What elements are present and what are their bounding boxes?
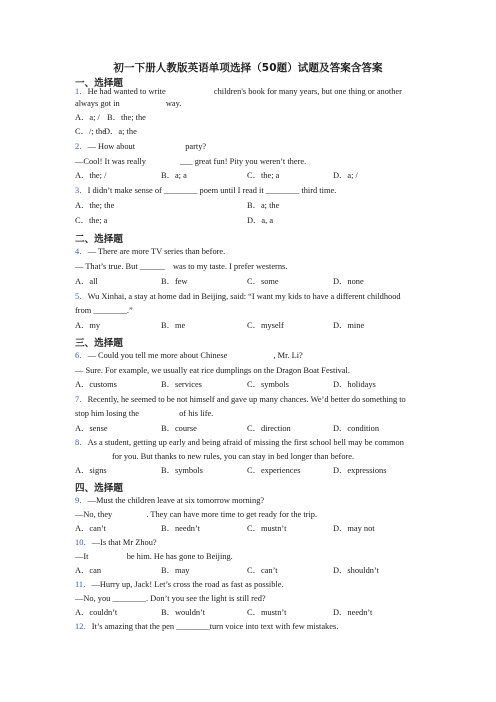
option-b[interactable]: B．services	[161, 380, 202, 389]
question-1-line-1: 1．He had wanted to write children's book for many years, but one thing or another	[75, 87, 402, 96]
option-d[interactable]: D．needn’t	[333, 608, 373, 617]
option-b[interactable]: B．a; the	[247, 201, 280, 210]
option-d[interactable]: D．holidays	[333, 380, 376, 389]
option-c[interactable]: C．symbols	[247, 380, 289, 389]
option-a[interactable]: A．the; the	[75, 201, 115, 210]
option-d[interactable]: D．shouldn’t	[333, 566, 379, 575]
question-4-line-1: 4．— There are more TV series than before.	[75, 247, 226, 256]
option-b[interactable]: B．me	[161, 321, 186, 330]
question-number: 6．	[75, 351, 88, 360]
option-b[interactable]: B．a; a	[161, 171, 187, 180]
option-b[interactable]: B．course	[161, 424, 197, 433]
option-c[interactable]: C．some	[247, 277, 279, 286]
question-11-line-1: 11．—Hurry up, Jack! Let’s cross the road as fast as possible.	[75, 580, 284, 589]
option-c[interactable]: C．can’t	[247, 566, 278, 575]
question-11-line-2: —No, you ________. Don’t you see the light is still red?	[75, 594, 266, 603]
option-d[interactable]: D．may not	[333, 524, 375, 533]
question-6-line-1: 6．— Could you tell me more about Chinese , Mr. Li?	[75, 351, 303, 360]
question-number: 11．	[75, 580, 92, 589]
option-c[interactable]: C．mustn’t	[247, 608, 287, 617]
option-a[interactable]: A．the; /	[75, 171, 107, 180]
option-c[interactable]: C．the; a	[247, 171, 280, 180]
option-a[interactable]: A．customs	[75, 380, 117, 389]
page-title: 初一下册人教版英语单项选择（50题）试题及答案含答案	[113, 62, 383, 74]
question-number: 5．	[75, 292, 88, 301]
option-b[interactable]: B．few	[161, 277, 188, 286]
option-b[interactable]: B．symbols	[161, 466, 203, 475]
section-heading-3: 三、选择题	[75, 338, 123, 349]
option-a[interactable]: A．sense	[75, 424, 108, 433]
question-12-line-1: 12．It’s amazing that the pen ________turn voice into text with few mistakes.	[75, 622, 339, 631]
question-8-line-2: for you. But thanks to new rules, you can stay in bed longer than before.	[112, 452, 355, 461]
question-10-line-2: —It be him. He has gone to Beijing.	[75, 552, 233, 561]
option-c[interactable]: C．myself	[247, 321, 284, 330]
option-c[interactable]: C．experiences	[247, 466, 301, 475]
question-9-line-2: —No, they . They can have more time to get ready for the trip.	[75, 510, 318, 519]
option-c[interactable]: C．direction	[247, 424, 291, 433]
question-8-line-1: 8．As a student, getting up early and being afraid of missing the first school bell may be common	[75, 438, 404, 447]
option-c[interactable]: C．/; the	[75, 127, 106, 136]
option-a[interactable]: A．signs	[75, 466, 107, 475]
option-b[interactable]: B．the; the	[107, 113, 146, 122]
question-6-line-2: — Sure. For example, we usually eat rice dumplings on the Dragon Boat Festival.	[75, 366, 350, 375]
option-a[interactable]: A．couldn’t	[75, 608, 118, 617]
question-7-line-1: 7．Recently, he seemed to be not himself and gave up many chances. We’d better do something to	[75, 395, 406, 404]
question-7-line-2: stop him losing the of his life.	[75, 409, 214, 418]
option-a[interactable]: A．can	[75, 566, 102, 575]
question-9-line-1: 9．—Must the children leave at six tomorrow morning?	[75, 496, 265, 505]
question-1-line-2: always got in way.	[75, 99, 182, 108]
question-number: 3．	[75, 186, 88, 195]
option-b[interactable]: B．may	[161, 566, 190, 575]
section-heading-2: 二、选择题	[75, 234, 123, 245]
option-c[interactable]: C．the; a	[75, 216, 108, 225]
question-number: 1．	[75, 87, 88, 96]
question-number: 9．	[75, 496, 88, 505]
option-b[interactable]: B．needn’t	[161, 524, 200, 533]
option-d[interactable]: D．none	[333, 277, 364, 286]
option-d[interactable]: D．a; the	[104, 127, 137, 136]
question-number: 4．	[75, 247, 88, 256]
question-5-line-1: 5．Wu Xinhai, a stay at home dad in Beijing, said: “I want my kids to have a different childhood	[75, 292, 401, 301]
question-number: 12．	[75, 622, 92, 631]
question-number: 2．	[75, 142, 88, 151]
question-10-line-1: 10．—Is that Mr Zhou?	[75, 538, 157, 547]
section-heading-1: 一、选择题	[75, 78, 123, 89]
section-heading-4: 四、选择题	[75, 483, 123, 494]
question-number: 10．	[75, 538, 92, 547]
question-2-line-1: 2．— How about party?	[75, 142, 207, 151]
option-c[interactable]: C．mustn’t	[247, 524, 287, 533]
question-number: 7．	[75, 395, 88, 404]
option-d[interactable]: D．condition	[333, 424, 380, 433]
option-d[interactable]: D．a; /	[333, 171, 358, 180]
option-d[interactable]: D．expressions	[333, 466, 387, 475]
question-3-line-1: 3．I didn’t make sense of ________ poem until I read it ________ third time.	[75, 186, 337, 195]
question-number: 8．	[75, 438, 88, 447]
option-b[interactable]: B．wouldn’t	[161, 608, 206, 617]
option-d[interactable]: D．a, a	[247, 216, 274, 225]
option-a[interactable]: A．a; /	[75, 113, 100, 122]
question-2-line-2: —Cool! It was really ___ great fun! Pity you weren’t there.	[75, 157, 307, 166]
option-a[interactable]: A．my	[75, 321, 101, 330]
option-d[interactable]: D．mine	[333, 321, 365, 330]
question-5-line-2: from ________.”	[75, 306, 133, 315]
option-a[interactable]: A．all	[75, 277, 98, 286]
option-a[interactable]: A．can’t	[75, 524, 107, 533]
question-4-line-2: — That’s true. But ______ was to my taste. I prefer westerns.	[75, 262, 288, 271]
